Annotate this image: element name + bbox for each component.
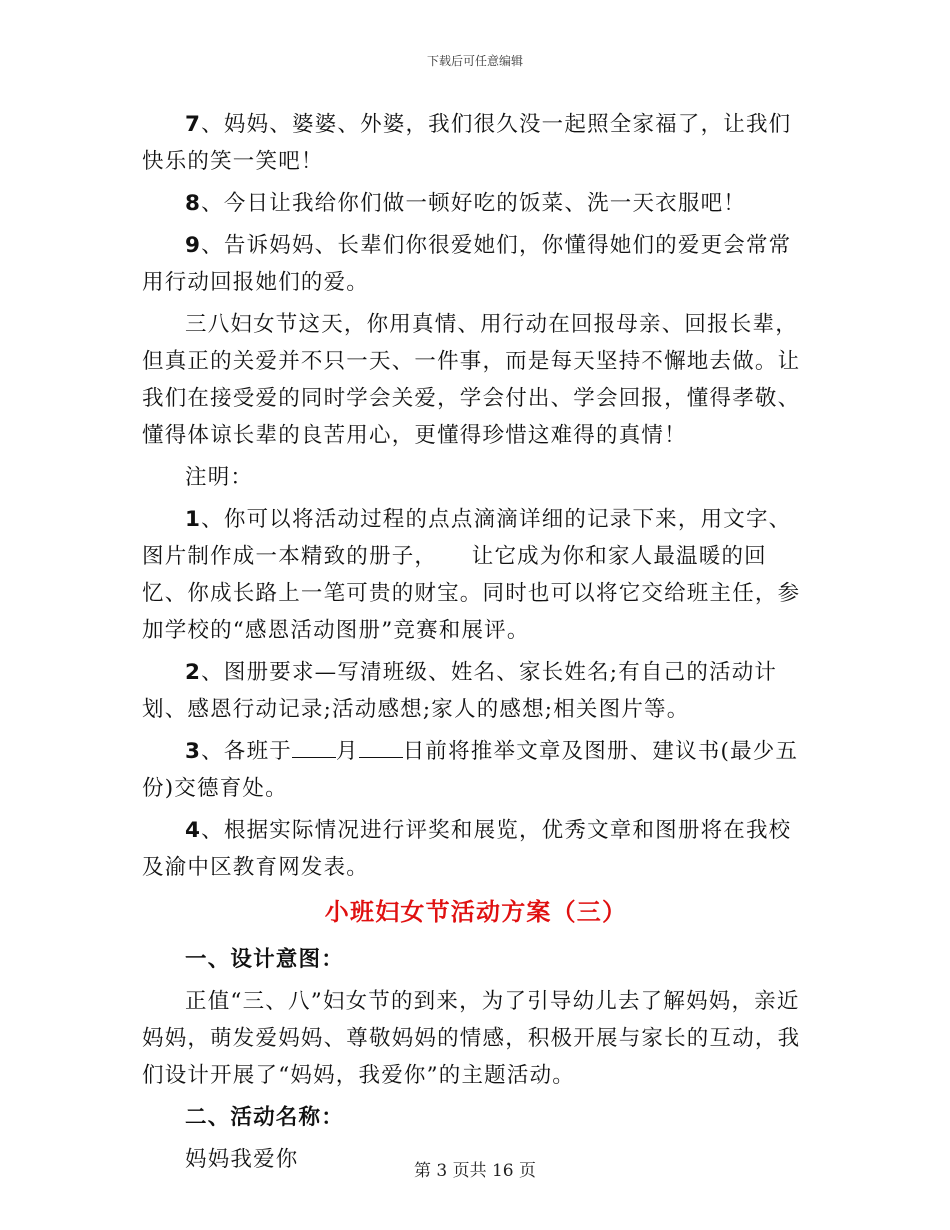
note-number: 3 — [185, 739, 202, 764]
note-number: 1 — [185, 507, 202, 532]
note-text-b: 月 — [335, 739, 359, 764]
note-number: 2 — [185, 660, 202, 685]
section-paragraph-1: 正值“三、八”妇女节的到来，为了引导幼儿去了解妈妈，亲近妈妈，萌发爱妈妈、尊敬妈妈的情感，积极开展与家长的互动，我们设计开展了“妈妈，我爱你”的主题活动。 — [142, 989, 801, 1088]
item-text: 、今日让我给你们做一顿好吃的饭菜、洗一天衣服吧！ — [201, 191, 746, 216]
note-text: 、根据实际情况进行评奖和展览，优秀文章和图册将在我校及渝中区教育网发表。 — [142, 818, 792, 880]
note-item-1 — [142, 501, 810, 649]
summary-paragraph: 三八妇女节这天，你用真情、用行动在回报母亲、回报长辈，但真正的关爱并不只一天、一件事，而是每天坚持不懈地去做。让我们在接受爱的同时学会关爱，学会付出、学会回报，懂得孝敬、懂得体谅长辈的良苦用心，更懂得珍惜这难得的真情！ — [142, 312, 801, 448]
document-body — [142, 106, 810, 1183]
item-number: 9 — [185, 233, 202, 258]
item-text: 、妈妈、婆婆、外婆，我们很久没一起照全家福了，让我们快乐的笑一笑吧！ — [142, 112, 792, 174]
blank-line — [292, 737, 336, 758]
note-label: 注明： — [185, 465, 254, 490]
item-number: 7 — [185, 112, 202, 137]
note-number: 4 — [185, 818, 202, 843]
page-header: 下载后可任意编辑 — [426, 54, 523, 68]
note-text-a: 、各班于 — [201, 739, 292, 764]
note-text: 、你可以将活动过程的点点滴滴详细的记录下来，用文字、图片制作成一本精致的册子， 让它成为你和家人最温暖的回忆、你成长路上一笔可贵的财宝。同时也可以将它交给班主任，参加学校的“感恩活动图册”竞赛和展评。 — [142, 507, 801, 643]
item-number: 8 — [185, 191, 202, 216]
note-text-c: 日前将推举文章及图册、建议书(最少五份)交德育处。 — [142, 739, 799, 801]
note-item-2 — [142, 654, 810, 728]
list-item-7 — [142, 106, 810, 180]
note-item-3 — [142, 733, 810, 807]
section-heading-1: 一、设计意图： — [185, 947, 344, 972]
section-title: 小班妇女节活动方案（三） — [324, 898, 628, 926]
note-text: 、图册要求—写清班级、姓名、家长姓名;有自己的活动计划、感恩行动记录;活动感想;家人的感想;相关图片等。 — [142, 660, 778, 722]
list-item-8 — [142, 185, 810, 222]
section-paragraph-2: 妈妈我爱你 — [185, 1147, 299, 1172]
page-footer: 第 3 页共 16 页 — [413, 1161, 537, 1181]
list-item-9 — [142, 227, 810, 301]
blank-line — [359, 737, 403, 758]
section-heading-2: 二、活动名称： — [185, 1105, 344, 1130]
item-text: 、告诉妈妈、长辈们你很爱她们，你懂得她们的爱更会常常用行动回报她们的爱。 — [142, 233, 792, 295]
note-item-4 — [142, 812, 810, 886]
